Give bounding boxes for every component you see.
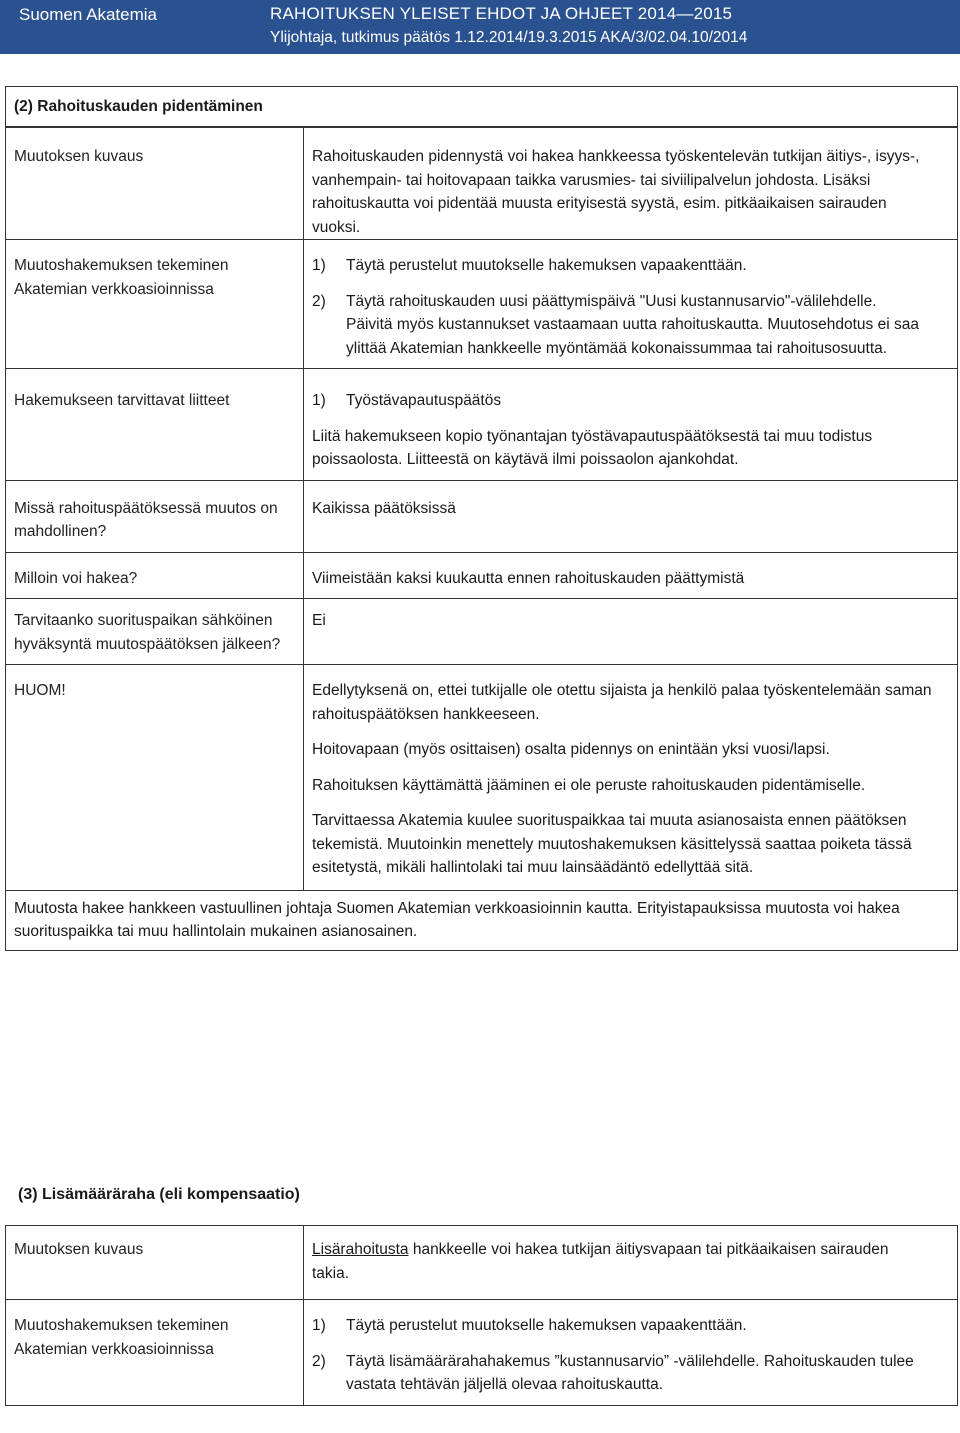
- note-paragraph: Hoitovapaan (myös osittaisen) osalta pidennys on enintään yksi vuosi/lapsi.: [312, 741, 830, 758]
- s3-application-label: Muutoshakemuksen tekeminen Akatemian verkkoasioinnissa: [14, 1317, 229, 1358]
- where-label: Missä rahoituspäätöksessä muutos on mahdollinen?: [14, 499, 278, 540]
- approval-label-cell: [6, 599, 304, 665]
- application-steps: [312, 254, 927, 360]
- section-3-title: (3) Lisämääräraha (eli kompensaatio): [18, 1186, 300, 1203]
- when-value: Viimeistään kaksi kuukautta ennen rahoituskauden päättymistä: [312, 569, 745, 587]
- section-2-main: [5, 126, 958, 951]
- s3-description-cell: [304, 1226, 958, 1300]
- application-label: Muutoshakemuksen tekeminen Akatemian verkkoasioinnissa: [14, 257, 229, 298]
- section-2-title: (2) Rahoituskauden pidentäminen: [6, 87, 958, 128]
- list-item: 2) Täytä rahoituskauden uusi päättymispäivä "Uusi kustannusarvio"-välilehdelle. Päivitä myös kustannukset vastaamaan uutta rahoituskautta. Muutosehdotus ei saa ylittää Akatemian hankkeelle myöntämää kokonaissummaa tai rahoitusosuutta.: [312, 292, 919, 357]
- attachments-cell: [304, 369, 958, 481]
- s3-description-label-cell: [6, 1226, 304, 1300]
- attachments-label-cell: [6, 369, 304, 481]
- when-value-cell: [304, 552, 958, 599]
- where-label-cell: [6, 480, 304, 552]
- when-label: Milloin voi hakea?: [14, 569, 138, 587]
- header-title: RAHOITUKSEN YLEISET EHDOT JA OHJEET 2014—2015: [270, 4, 733, 23]
- s3-application-steps: [312, 1314, 927, 1397]
- description-label-text: Muutoksen kuvaus: [14, 148, 144, 165]
- lisarahoitusta-link[interactable]: Lisärahoitusta: [312, 1241, 409, 1258]
- where-value: Kaikissa päätöksissä: [312, 499, 456, 517]
- page-header: [0, 0, 960, 54]
- approval-value: Ei: [312, 612, 326, 629]
- approval-value-cell: [304, 599, 958, 665]
- approval-label: Tarvitaanko suorituspaikan sähköinen hyväksyntä muutospäätöksen jälkeen?: [14, 612, 281, 653]
- list-item: 1) Täytä perustelut muutokselle hakemuksen vapaakenttään.: [312, 257, 747, 274]
- footer-text: Muutosta hakee hankkeen vastuullinen johtaja Suomen Akatemian verkkoasioinnin kautta. Erityistapauksissa muutosta voi hakea suorituspaikka tai muu hallintolain mukainen asianosainen.: [14, 899, 900, 940]
- note-label: HUOM!: [14, 682, 66, 699]
- description-body: Rahoituskauden pidennystä voi hakea hankkeessa työskentelevän tutkijan äitiys-, isyys-, vanhempain- tai hoitovapaan taikka varusmies- tai siviilipalvelun johdosta. Lisäksi rahoituskautta voi pidentää muusta erityisestä syystä, esim. pitkäaikaisen sairauden vuoksi.: [312, 148, 920, 236]
- section-3-table: [5, 1225, 958, 1406]
- where-value-cell: [304, 480, 958, 552]
- attachments-label: Hakemukseen tarvittavat liitteet: [14, 392, 230, 409]
- s3-application-label-cell: [6, 1300, 304, 1406]
- footer-text-cell: [6, 890, 958, 950]
- s3-steps-cell: [304, 1300, 958, 1406]
- s3-description-label: Muutoksen kuvaus: [14, 1241, 144, 1258]
- list-item: 1) Täytä perustelut muutokselle hakemuksen vapaakenttään.: [312, 1317, 747, 1334]
- application-label-cell: [6, 240, 304, 369]
- note-label-cell: [6, 665, 304, 891]
- description-cell: [304, 127, 958, 240]
- note-paragraph: Edellytyksenä on, ettei tutkijalle ole otettu sijaista ja henkilö palaa työskentelemään saman rahoituspäätöksen hankkeeseen.: [312, 682, 932, 723]
- attachment-text: Liitä hakemukseen kopio työnantajan työstävapautuspäätöksestä tai muu todistus poissaolosta. Liitteestä on käytävä ilmi poissaolon ajankohdat.: [312, 427, 873, 468]
- when-label-cell: [6, 552, 304, 599]
- description-label-cell: [6, 127, 304, 240]
- header-subtitle: Ylijohtaja, tutkimus päätös 1.12.2014/19.3.2015 AKA/3/02.04.10/2014: [270, 29, 748, 46]
- notes-cell: [304, 665, 958, 891]
- application-steps-cell: [304, 240, 958, 369]
- attachment-number: 1): [312, 392, 326, 409]
- attachment-title: Työstävapautuspäätös: [346, 392, 502, 409]
- section-2-table: [5, 86, 958, 128]
- header-organization: Suomen Akatemia: [19, 5, 157, 24]
- note-paragraph: Rahoituksen käyttämättä jääminen ei ole peruste rahoituskauden pidentämiselle.: [312, 776, 866, 794]
- note-paragraph: Tarvittaessa Akatemia kuulee suorituspaikkaa tai muuta asianosaista ennen päätöksen tekemistä. Muutoinkin menettely muutoshakemuksen käsittelyssä saattaa poiketa tässä esitetystä, mikäli hallintolaki tai muu lainsäädäntö edellyttää sitä.: [312, 812, 912, 876]
- s3-description-rest: hankkeelle voi hakea tutkijan äitiysvapaan tai pitkäaikaisen sairauden takia.: [312, 1241, 889, 1282]
- list-item: 2) Täytä lisämäärärahahakemus ”kustannusarvio” -välilehdelle. Rahoituskauden tulee vastata tehtävän jäljellä olevaa rahoituskautta.: [312, 1352, 914, 1393]
